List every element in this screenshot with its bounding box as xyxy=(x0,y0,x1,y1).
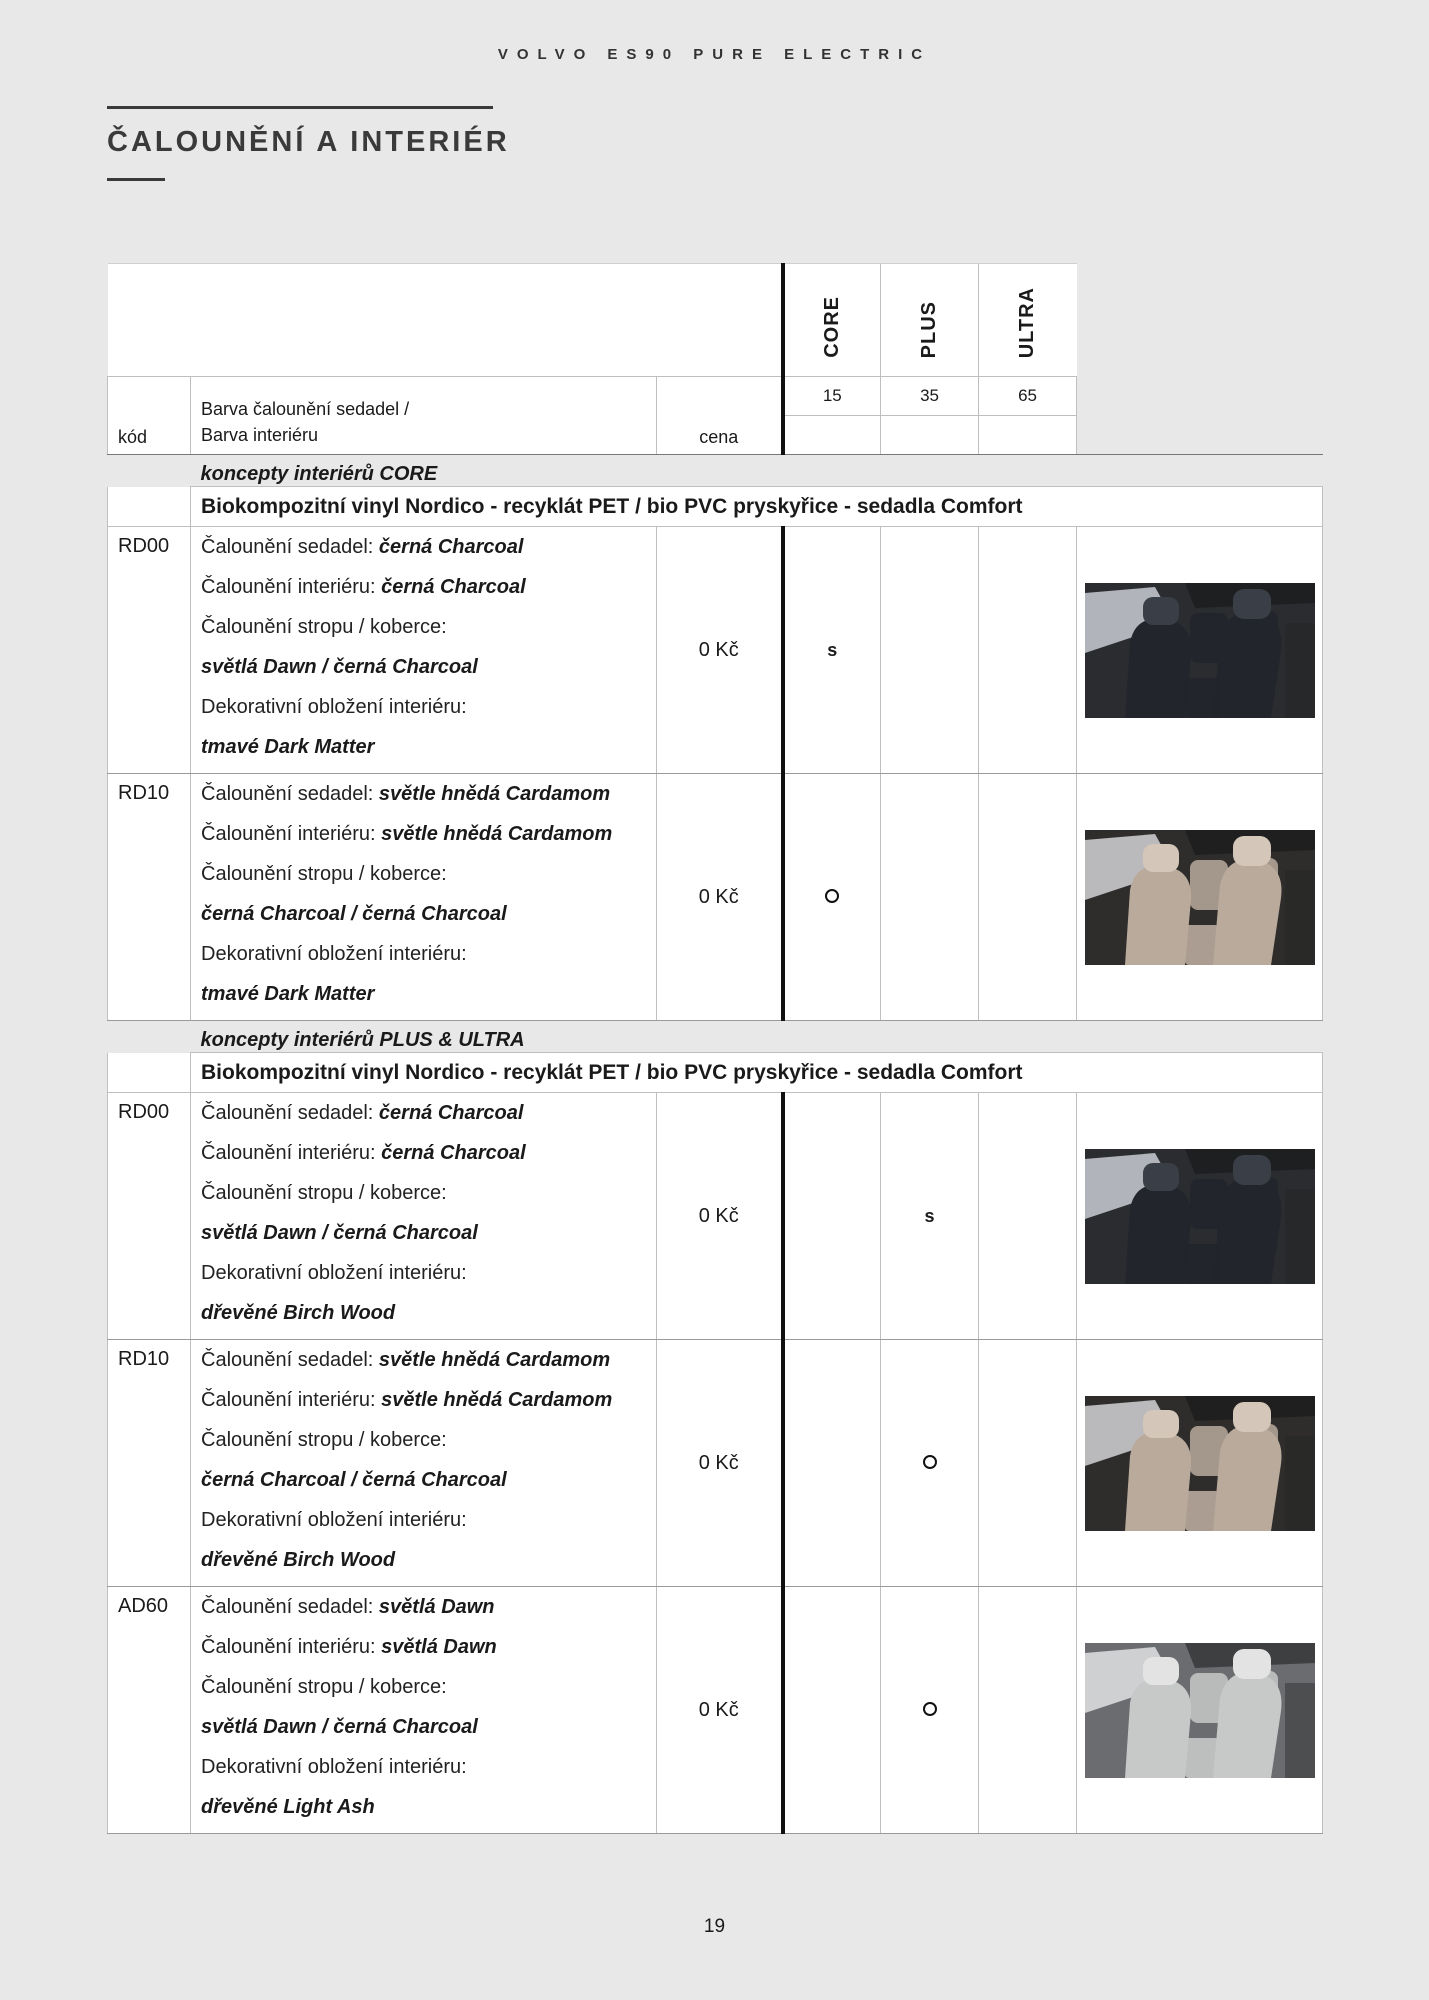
blank-plus xyxy=(881,416,979,455)
header-spacer xyxy=(1077,264,1323,377)
optional-circle-icon xyxy=(825,889,839,903)
availability-core xyxy=(783,1093,881,1340)
item-code: RD00 xyxy=(108,527,191,774)
desc-line xyxy=(201,900,656,940)
desc-line xyxy=(201,1793,656,1833)
desc-line xyxy=(201,1506,656,1546)
material-spacer xyxy=(108,1053,191,1093)
desc-value: černá Charcoal xyxy=(378,1102,524,1124)
desc-line xyxy=(201,533,656,573)
col-desc-label xyxy=(191,377,657,455)
item-price: 0 Kč xyxy=(657,527,783,774)
header-blank xyxy=(108,264,783,377)
table-row xyxy=(108,774,1323,1021)
desc-label: Čalounění sedadel: xyxy=(201,536,379,558)
desc-line xyxy=(201,613,656,653)
desc-label: Čalounění stropu / koberce: xyxy=(201,863,447,885)
desc-label: Čalounění stropu / koberce: xyxy=(201,1182,447,1204)
item-description xyxy=(191,1093,657,1340)
desc-label: Čalounění sedadel: xyxy=(201,783,379,805)
desc-value: tmavé Dark Matter xyxy=(201,736,375,758)
desc-label: Čalounění sedadel: xyxy=(201,1596,379,1618)
brand-header: VOLVO ES90 PURE ELECTRIC xyxy=(497,46,932,63)
desc-line xyxy=(201,1259,656,1299)
desc-value: světle hnědá Cardamom xyxy=(378,783,611,805)
trim-header-row xyxy=(108,264,1323,377)
desc-value: světlá Dawn / černá Charcoal xyxy=(201,1716,478,1738)
availability-ultra xyxy=(979,774,1077,1021)
availability-ultra xyxy=(979,527,1077,774)
table-row xyxy=(108,1587,1323,1834)
concept-spacer xyxy=(108,1021,191,1053)
concept-title: koncepty interiérů PLUS & ULTRA xyxy=(191,1021,1323,1053)
concept-row xyxy=(108,455,1323,487)
trim-head-plus xyxy=(881,264,979,377)
desc-line xyxy=(201,980,656,1020)
trim-label: CORE xyxy=(820,296,843,358)
desc-value: světle hnědá Cardamom xyxy=(378,1349,611,1371)
title-rule-short xyxy=(107,178,165,181)
optional-circle-icon xyxy=(923,1455,937,1469)
table-row xyxy=(108,527,1323,774)
desc-label: Dekorativní obložení interiéru: xyxy=(201,1509,467,1531)
section-title: ČALOUNĚNÍ A INTERIÉR xyxy=(107,126,510,158)
desc-line xyxy=(201,860,656,900)
material-spacer xyxy=(108,487,191,527)
desc-line xyxy=(201,1179,656,1219)
item-description xyxy=(191,774,657,1021)
blank-ultra xyxy=(979,416,1077,455)
desc-line xyxy=(201,1713,656,1753)
trim-code-plus: 35 xyxy=(881,377,979,416)
cardamom-seat-photo xyxy=(1085,1396,1315,1531)
item-code: RD00 xyxy=(108,1093,191,1340)
item-code: RD10 xyxy=(108,774,191,1021)
availability-plus xyxy=(881,527,979,774)
item-price: 0 Kč xyxy=(657,1340,783,1587)
interior-photo-cell xyxy=(1077,1340,1323,1587)
desc-label: Čalounění sedadel: xyxy=(201,1102,379,1124)
col-code-label: kód xyxy=(108,377,191,455)
item-code: RD10 xyxy=(108,1340,191,1587)
col-price-label: cena xyxy=(657,377,783,455)
interior-photo-cell xyxy=(1077,1093,1323,1340)
desc-line xyxy=(201,940,656,980)
trim-label: ULTRA xyxy=(1016,286,1039,358)
availability-core xyxy=(783,1587,881,1834)
desc-line xyxy=(201,693,656,733)
availability-plus xyxy=(881,1093,979,1340)
interior-photo-cell xyxy=(1077,774,1323,1021)
desc-label: Dekorativní obložení interiéru: xyxy=(201,696,467,718)
desc-label: Čalounění sedadel: xyxy=(201,1349,379,1371)
item-price: 0 Kč xyxy=(657,1093,783,1340)
desc-line xyxy=(201,1546,656,1586)
concept-spacer xyxy=(108,455,191,487)
availability-plus xyxy=(881,1587,979,1834)
col-desc-line2: Barva interiéru xyxy=(201,425,319,445)
desc-line xyxy=(201,1593,656,1633)
blank-core xyxy=(783,416,881,455)
availability-core xyxy=(783,527,881,774)
material-title: Biokompozitní vinyl Nordico - recyklát PET / bio PVC pryskyřice - sedadla Comfort xyxy=(191,1053,1323,1093)
desc-label: Čalounění interiéru: xyxy=(201,823,382,845)
desc-value: černá Charcoal / černá Charcoal xyxy=(201,1469,507,1491)
desc-value: světlá Dawn xyxy=(378,1596,495,1618)
desc-label: Dekorativní obložení interiéru: xyxy=(201,1756,467,1778)
desc-label: Čalounění interiéru: xyxy=(201,1636,382,1658)
desc-value: dřevěné Birch Wood xyxy=(201,1302,396,1324)
table-row xyxy=(108,1340,1323,1587)
standard-mark: s xyxy=(827,639,838,660)
material-title: Biokompozitní vinyl Nordico - recyklát PET / bio PVC pryskyřice - sedadla Comfort xyxy=(191,487,1323,527)
material-row xyxy=(108,487,1323,527)
desc-label: Čalounění interiéru: xyxy=(201,1389,382,1411)
availability-ultra xyxy=(979,1093,1077,1340)
desc-line xyxy=(201,780,656,820)
desc-label: Čalounění stropu / koberce: xyxy=(201,616,447,638)
desc-line xyxy=(201,1299,656,1339)
upholstery-table xyxy=(107,263,1323,1834)
charcoal-seat-photo xyxy=(1085,583,1315,718)
desc-value: černá Charcoal xyxy=(381,1142,526,1164)
item-price: 0 Kč xyxy=(657,1587,783,1834)
desc-line xyxy=(201,1633,656,1673)
desc-label: Čalounění stropu / koberce: xyxy=(201,1676,447,1698)
desc-line xyxy=(201,820,656,860)
desc-value: tmavé Dark Matter xyxy=(201,983,375,1005)
desc-label: Čalounění interiéru: xyxy=(201,1142,382,1164)
desc-value: černá Charcoal xyxy=(381,576,526,598)
concept-row xyxy=(108,1021,1323,1053)
cardamom-seat-photo xyxy=(1085,830,1315,965)
item-description xyxy=(191,1340,657,1587)
desc-value: světlá Dawn / černá Charcoal xyxy=(201,656,478,678)
desc-value: světlá Dawn / černá Charcoal xyxy=(201,1222,478,1244)
desc-line xyxy=(201,1466,656,1506)
desc-line xyxy=(201,1753,656,1793)
desc-value: světle hnědá Cardamom xyxy=(381,823,613,845)
availability-core xyxy=(783,1340,881,1587)
interior-photo-cell xyxy=(1077,527,1323,774)
availability-plus xyxy=(881,774,979,1021)
interior-photo-cell xyxy=(1077,1587,1323,1834)
col-desc-line1: Barva čalounění sedadel / xyxy=(201,399,410,419)
trim-code-ultra: 65 xyxy=(979,377,1077,416)
desc-line xyxy=(201,1673,656,1713)
desc-value: dřevěné Birch Wood xyxy=(201,1549,396,1571)
desc-label: Dekorativní obložení interiéru: xyxy=(201,1262,467,1284)
item-price: 0 Kč xyxy=(657,774,783,1021)
availability-plus xyxy=(881,1340,979,1587)
table-row xyxy=(108,1093,1323,1340)
charcoal-seat-photo xyxy=(1085,1149,1315,1284)
item-code: AD60 xyxy=(108,1587,191,1834)
column-header-row xyxy=(108,377,1323,416)
desc-label: Čalounění interiéru: xyxy=(201,576,382,598)
desc-label: Čalounění stropu / koberce: xyxy=(201,1429,447,1451)
desc-line xyxy=(201,1219,656,1259)
page-number: 19 xyxy=(703,1916,726,1937)
header-spacer-2 xyxy=(1077,377,1323,455)
desc-label: Dekorativní obložení interiéru: xyxy=(201,943,467,965)
availability-ultra xyxy=(979,1587,1077,1834)
optional-circle-icon xyxy=(923,1702,937,1716)
desc-line xyxy=(201,1099,656,1139)
desc-line xyxy=(201,733,656,773)
desc-line xyxy=(201,653,656,693)
desc-line xyxy=(201,1139,656,1179)
desc-line xyxy=(201,1346,656,1386)
item-description xyxy=(191,1587,657,1834)
desc-value: světle hnědá Cardamom xyxy=(381,1389,613,1411)
concept-title: koncepty interiérů CORE xyxy=(191,455,1323,487)
availability-core xyxy=(783,774,881,1021)
standard-mark: s xyxy=(924,1205,935,1226)
dawn-seat-photo xyxy=(1085,1643,1315,1778)
item-description xyxy=(191,527,657,774)
desc-value: dřevěné Light Ash xyxy=(201,1796,375,1818)
title-rule-top xyxy=(107,106,493,109)
desc-line xyxy=(201,1386,656,1426)
trim-code-core: 15 xyxy=(783,377,881,416)
desc-value: černá Charcoal xyxy=(378,536,524,558)
material-row xyxy=(108,1053,1323,1093)
availability-ultra xyxy=(979,1340,1077,1587)
desc-value: světlá Dawn xyxy=(381,1636,497,1658)
trim-head-ultra xyxy=(979,264,1077,377)
trim-label: PLUS xyxy=(918,300,941,358)
desc-line xyxy=(201,1426,656,1466)
desc-line xyxy=(201,573,656,613)
desc-value: černá Charcoal / černá Charcoal xyxy=(201,903,507,925)
trim-head-core xyxy=(783,264,881,377)
